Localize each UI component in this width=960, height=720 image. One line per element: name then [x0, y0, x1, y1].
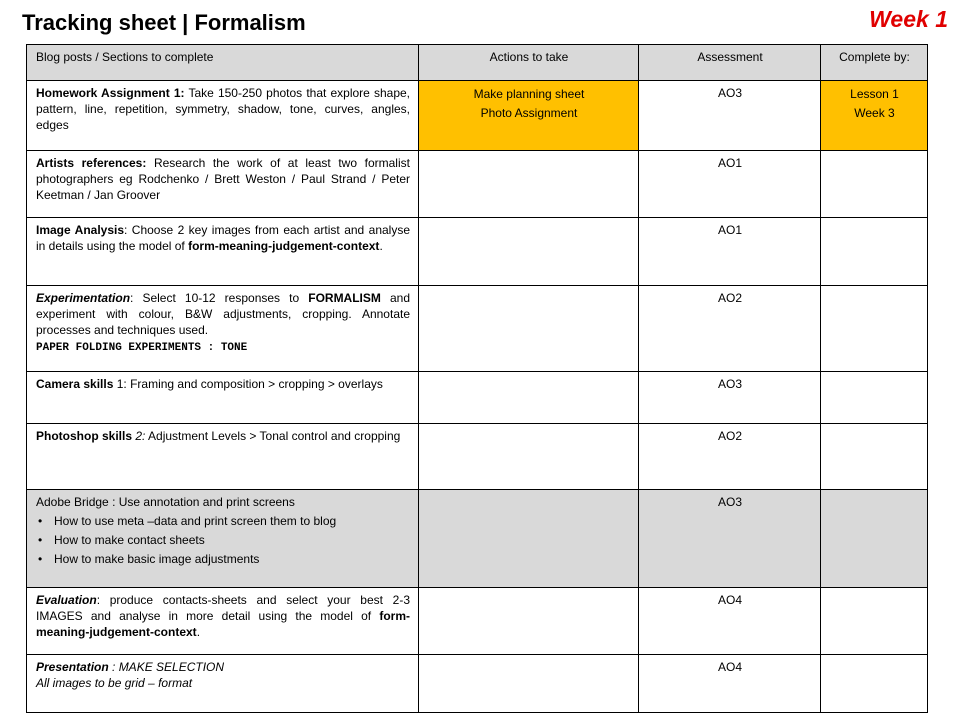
section-text-end: .: [379, 239, 383, 253]
complete-by-item: Lesson 1: [850, 87, 899, 101]
page-title: Tracking sheet | Formalism: [22, 10, 306, 35]
section-label: Photoshop skills: [36, 429, 133, 443]
complete-by-cell: [821, 424, 928, 490]
bullet-text: How to use meta –data and print screen them to blog: [54, 514, 337, 528]
bullet-text: How to make basic image adjustments: [54, 552, 260, 566]
section-label: Presentation: [36, 660, 109, 674]
actions-cell: [419, 218, 639, 286]
week-label: Week 1: [869, 6, 948, 32]
section-text: : MAKE SELECTION: [108, 660, 225, 674]
assessment-cell: AO1: [639, 151, 821, 218]
assessment-cell: AO3: [639, 490, 821, 588]
extra-note: PAPER FOLDING EXPERIMENTS : TONE: [36, 342, 248, 354]
table-row: [27, 424, 928, 490]
assessment-cell: AO1: [639, 218, 821, 286]
table-row: [27, 588, 928, 655]
section-cell: [27, 424, 419, 490]
section-text-end: and experiment with colour, B&W adjustments, cropping. Annotate processes and techniques used.: [36, 291, 411, 337]
section-text: Adjustment Levels > Tonal control and cropping: [145, 429, 401, 443]
column-header-actions: Actions to take: [419, 45, 639, 81]
table-row: [27, 372, 928, 424]
section-text: : produce contacts-sheets and select your best 2-3 IMAGES and analyse in more detail using the model of: [36, 593, 410, 623]
keyword-text: FORMALISM: [308, 291, 381, 305]
actions-cell: [419, 655, 639, 713]
assessment-cell: AO2: [639, 286, 821, 372]
model-text: form-meaning-judgement-context: [36, 609, 410, 639]
column-header-assessment: Assessment: [639, 45, 821, 81]
section-text: 1: Framing and composition > cropping > overlays: [113, 377, 383, 391]
section-cell: [27, 490, 419, 588]
complete-by-cell: [821, 286, 928, 372]
section-label: Camera skills: [36, 377, 114, 391]
actions-cell: [419, 490, 639, 588]
actions-cell: [419, 588, 639, 655]
bullet-icon: •: [38, 552, 43, 566]
actions-cell: [419, 286, 639, 372]
complete-by-cell: [821, 655, 928, 713]
section-label: Evaluation: [36, 593, 97, 607]
complete-by-cell: [821, 372, 928, 424]
complete-by-cell: [821, 81, 928, 151]
complete-by-cell: [821, 588, 928, 655]
section-text-line2: All images to be grid – format: [36, 676, 193, 690]
bullet-text: How to make contact sheets: [54, 533, 205, 547]
section-number: 2:: [132, 429, 146, 443]
column-header-complete-by: Complete by:: [821, 45, 928, 81]
action-item: Photo Assignment: [480, 106, 578, 120]
table-row: [27, 490, 928, 588]
section-cell: [27, 588, 419, 655]
section-text: : Use annotation and print screens: [108, 495, 295, 509]
assessment-cell: AO4: [639, 655, 821, 713]
assessment-cell: AO2: [639, 424, 821, 490]
list-item: [36, 551, 410, 567]
table-row: [27, 286, 928, 372]
tracking-table: [26, 44, 928, 713]
section-cell: [27, 218, 419, 286]
complete-by-cell: [821, 151, 928, 218]
section-cell: [27, 151, 419, 218]
section-text-end: .: [196, 625, 201, 639]
complete-by-cell: [821, 490, 928, 588]
section-label: Experimentation: [36, 291, 131, 305]
section-text: Research the work of at least two formalist photographers eg Rodchenko / Brett Weston / Paul Strand / Peter Keetman / Jan Groover: [36, 156, 410, 202]
section-label: Adobe Bridge: [36, 495, 109, 509]
assessment-cell: AO3: [639, 372, 821, 424]
column-header-sections: Blog posts / Sections to complete: [27, 45, 419, 81]
assessment-cell: AO4: [639, 588, 821, 655]
bullet-icon: •: [38, 533, 43, 547]
actions-cell: [419, 424, 639, 490]
complete-by-item: Week 3: [854, 106, 895, 120]
table-header-row: [27, 45, 928, 81]
table-row: [27, 218, 928, 286]
section-text: : Choose 2 key images from each artist and analyse in details using the model of: [36, 223, 411, 253]
section-cell: [27, 286, 419, 372]
list-item: [36, 532, 410, 548]
bullet-icon: •: [38, 514, 43, 528]
section-text: Take 150-250 photos that explore shape, pattern, line, repetition, symmetry, shadow, tone, curves, angles, edges: [36, 86, 411, 132]
section-cell: [27, 655, 419, 713]
actions-cell: [419, 151, 639, 218]
actions-cell: [419, 372, 639, 424]
section-cell: [27, 81, 419, 151]
actions-cell: [419, 81, 639, 151]
section-label: Image Analysis: [36, 223, 125, 237]
table-row: [27, 81, 928, 151]
complete-by-cell: [821, 218, 928, 286]
section-label: Artists references:: [36, 156, 147, 170]
section-cell: [27, 372, 419, 424]
model-text: form-meaning-judgement-context: [188, 239, 380, 253]
list-item: [36, 513, 410, 529]
action-item: Make planning sheet: [473, 87, 585, 101]
assessment-cell: AO3: [639, 81, 821, 151]
bullet-list: [36, 513, 410, 567]
table-row: [27, 151, 928, 218]
section-text: : Select 10-12 responses to: [130, 291, 309, 305]
section-label: Homework Assignment 1:: [36, 86, 185, 100]
table-row: [27, 655, 928, 713]
